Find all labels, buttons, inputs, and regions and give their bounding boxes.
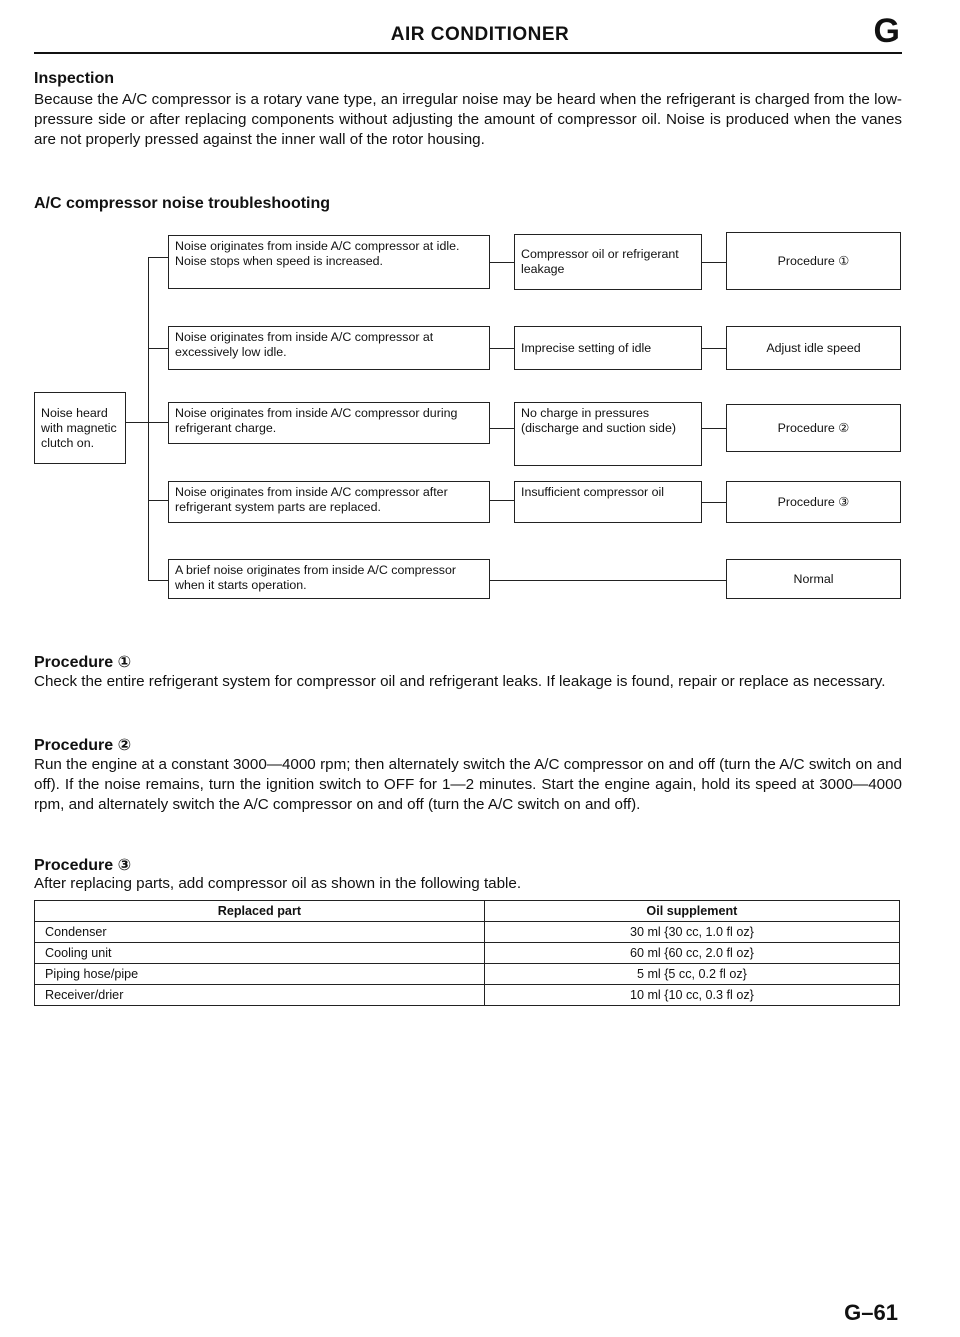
- table-cell-oil: 5 ml {5 cc, 0.2 fl oz}: [484, 964, 899, 985]
- header-rule: [34, 52, 902, 54]
- procedure-3-body: After replacing parts, add compressor oil as shown in the following table.: [34, 875, 522, 892]
- condition-text-4: Noise originates from inside A/C compressor after refrigerant system parts are replaced.: [175, 485, 448, 514]
- cause-text-4: Insufficient compressor oil: [521, 485, 665, 499]
- action-box-1: [726, 232, 901, 290]
- action-text-3: Procedure ②: [777, 420, 850, 435]
- table-row: [35, 922, 900, 943]
- action-connector-1: [702, 262, 726, 263]
- action-connector-4: [702, 502, 726, 503]
- root-condition-text: Noise heard with magnetic clutch on.: [41, 405, 117, 450]
- procedure-2-body: Run the engine at a constant 3000—4000 rpm; then alternately switch the A/C compressor on and off (turn the A/C switch on and off). If the noise remains, turn the ignition switch to OFF for 1—2 minutes. Start the engine again, hold its speed at 3000—4000 rpm, and alternately switch the A/C compressor on and off (turn the A/C switch on and off).: [34, 756, 902, 813]
- cause-box-1: [514, 234, 702, 290]
- cause-connector-4: [490, 500, 514, 501]
- action-text-5: Normal: [793, 571, 834, 586]
- action-box-4: [726, 481, 901, 523]
- action-box-3: [726, 404, 901, 452]
- condition-text-1: Noise originates from inside A/C compressor at idle. Noise stops when speed is increased.: [175, 239, 460, 268]
- condition-text-5: A brief noise originates from inside A/C compressor when it starts operation.: [175, 563, 456, 592]
- cause-connector-2: [490, 348, 514, 349]
- branch-line-4: [148, 500, 168, 501]
- condition-text-3: Noise originates from inside A/C compressor during refrigerant charge.: [175, 406, 458, 435]
- table-cell-oil: 10 ml {10 cc, 0.3 fl oz}: [484, 985, 899, 1006]
- action-connector-3: [702, 428, 726, 429]
- table-row: [35, 964, 900, 985]
- action-text-4: Procedure ③: [777, 494, 850, 509]
- inspection-body: Because the A/C compressor is a rotary vane type, an irregular noise may be heard when the refrigerant is charged from the low-pressure side or after replacing components without adjusting the amount of compressor oil. Noise is produced when the vanes are not properly pressed against the inner wall of the rotor housing.: [34, 91, 902, 148]
- action-box-2: [726, 326, 901, 370]
- trunk-line: [148, 257, 149, 580]
- table-cell-part: Receiver/drier: [35, 985, 485, 1006]
- root-connector: [126, 422, 148, 423]
- procedure-1-body: Check the entire refrigerant system for compressor oil and refrigerant leaks. If leakage is found, repair or replace as necessary.: [34, 673, 886, 690]
- cause-connector-3: [490, 428, 514, 429]
- cause-text-2: Imprecise setting of idle: [521, 340, 652, 355]
- cause-box-3: [514, 402, 702, 466]
- procedure-2-heading: Procedure ②: [34, 737, 132, 754]
- table-row: [35, 985, 900, 1006]
- inspection-heading: Inspection: [34, 70, 115, 87]
- table-cell-oil: 60 ml {60 cc, 2.0 fl oz}: [484, 943, 899, 964]
- cause-connector-1: [490, 262, 514, 263]
- cause-box-2: [514, 326, 702, 370]
- branch-line-2: [148, 348, 168, 349]
- column-header-oil: Oil supplement: [484, 901, 899, 922]
- troubleshooting-heading: A/C compressor noise troubleshooting: [34, 195, 331, 212]
- condition-box-4: [168, 481, 490, 523]
- branch-line-3: [148, 422, 168, 423]
- table-row: [35, 943, 900, 964]
- table-cell-part: Cooling unit: [35, 943, 485, 964]
- condition-box-2: [168, 326, 490, 370]
- oil-supplement-table: [34, 900, 900, 1006]
- table-cell-part: Condenser: [35, 922, 485, 943]
- condition-box-3: [168, 402, 490, 444]
- section-letter: G: [873, 12, 900, 50]
- action-text-1: Procedure ①: [777, 253, 850, 268]
- action-text-2: Adjust idle speed: [766, 340, 861, 355]
- cause-text-1: Compressor oil or refrigerant leakage: [521, 247, 679, 276]
- action-box-5: [726, 559, 901, 599]
- normal-connector: [490, 580, 726, 581]
- action-connector-2: [702, 348, 726, 349]
- table-cell-part: Piping hose/pipe: [35, 964, 485, 985]
- column-header-part: Replaced part: [35, 901, 485, 922]
- condition-box-5: [168, 559, 490, 599]
- condition-text-2: Noise originates from inside A/C compressor at excessively low idle.: [175, 330, 434, 359]
- cause-text-3: No charge in pressures (discharge and suction side): [521, 406, 676, 435]
- page-number: G–61: [844, 1300, 898, 1325]
- root-condition-box: [34, 392, 126, 464]
- procedure-3-heading: Procedure ③: [34, 857, 132, 874]
- procedure-1-heading: Procedure ①: [34, 654, 132, 671]
- page-title: AIR CONDITIONER: [390, 24, 570, 45]
- condition-box-1: [168, 235, 490, 289]
- table-header-row: [35, 901, 900, 922]
- table-cell-oil: 30 ml {30 cc, 1.0 fl oz}: [484, 922, 899, 943]
- branch-line-5: [148, 580, 168, 581]
- cause-box-4: [514, 481, 702, 523]
- branch-line-1: [148, 257, 168, 258]
